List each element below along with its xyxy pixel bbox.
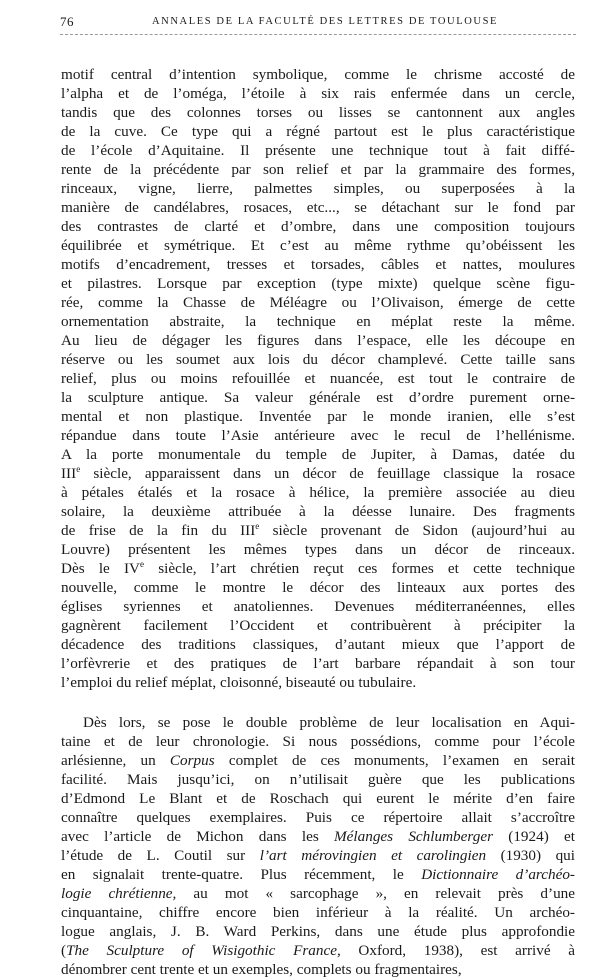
text-run: mental et non plastique. Inventée par le monde iranien, elle s’est	[61, 408, 575, 425]
text-line	[61, 502, 575, 521]
text-line	[61, 732, 575, 751]
text-line	[61, 616, 575, 635]
text-run: Mélanges Schlumberger	[334, 828, 493, 845]
text-line	[61, 445, 575, 464]
text-run: (	[61, 942, 67, 959]
paragraph	[61, 713, 575, 979]
text-line	[61, 808, 575, 827]
text-run: siècle, apparaissent dans un décor de feuillage classique la rosace	[80, 465, 575, 482]
text-run: (1924) et	[492, 828, 575, 845]
text-run: e	[76, 464, 81, 474]
text-run: A la porte monumentale du temple de Jupiter, à Damas, datée du	[61, 446, 575, 463]
text-run: logie chrétienne,	[61, 885, 177, 902]
text-line	[61, 160, 575, 179]
text-line	[61, 65, 575, 84]
text-run: l’étude de L. Coutil sur	[61, 847, 260, 864]
text-line	[61, 84, 575, 103]
text-run: motif central d’intention symbolique, comme le chrisme accosté de	[61, 66, 575, 83]
text-run: e	[140, 559, 145, 569]
text-line	[61, 789, 575, 808]
text-run: solaire, la deuxième attribuée à la déesse lunaire. Des fragments	[61, 503, 575, 520]
text-run: équilibrée et symétrique. Et c’est au même rythme qu’obéissent les	[61, 237, 575, 254]
text-run: nouvelle, comme le montre le décor des linteaux aux portes des	[61, 579, 575, 596]
text-run: l’alpha et de l’oméga, l’étoile à six rais enfermée dans un cercle,	[61, 85, 575, 102]
text-run: répandue dans toute l’Asie antérieure avec le recul de l’hellénisme.	[61, 427, 575, 444]
text-run: Dès le IV	[61, 560, 141, 577]
text-line	[61, 673, 575, 692]
text-run: relief, plus ou moins refouillée et nuancée, est tout le contraire de	[61, 370, 575, 387]
page-header	[60, 14, 576, 36]
text-run: de frise de la fin du III	[61, 522, 256, 539]
header-rule	[60, 34, 576, 35]
text-run: e	[255, 521, 260, 531]
text-line	[61, 713, 575, 732]
text-run: avec l’article de Michon dans les	[61, 828, 335, 845]
text-run: Dès lors, se pose le double problème de leur localisation en Aqui-	[83, 714, 575, 731]
text-run: ornementation abstraite, la technique en méplat reste la même.	[61, 313, 575, 330]
text-run: à pétales étalés et la rosace à hélice, la première associée au dieu	[61, 484, 575, 501]
text-line	[61, 597, 575, 616]
text-line	[61, 236, 575, 255]
text-run: églises syriennes et anatoliennes. Devenues méditerranéennes, elles	[61, 598, 575, 615]
text-run: de l’école d’Aquitaine. Il présente une technique tout à fait diffé-	[61, 142, 575, 159]
text-run: rinceaux, vigne, lierre, palmettes simples, ou superposées à la	[61, 180, 575, 197]
text-run: Oxford, 1938), est arrivé à	[340, 942, 575, 959]
text-line	[61, 559, 575, 578]
text-line	[61, 426, 575, 445]
text-line	[61, 922, 575, 941]
text-run: siècle, l’art chrétien reçut ces formes et cette technique	[144, 560, 575, 577]
text-run: l’orfèvrerie et des pratiques de l’art barbare répandait à son tour	[61, 655, 575, 672]
text-line	[61, 274, 575, 293]
text-run: III	[61, 465, 77, 482]
text-run: gagnèrent facilement l’Occident et contribuèrent à précipiter la	[61, 617, 575, 634]
text-line	[61, 103, 575, 122]
text-line	[61, 960, 575, 979]
text-run: Au lieu de dégager les figures dans l’espace, elle les découpe en	[61, 332, 575, 349]
text-line	[61, 407, 575, 426]
text-line	[61, 483, 575, 502]
text-run: d’Edmond Le Blant et de Roschach qui eurent le mérite d’en faire	[61, 790, 575, 807]
text-run: Corpus	[169, 752, 215, 769]
text-line	[61, 179, 575, 198]
text-line	[61, 941, 575, 960]
running-head: ANNALES DE LA FACULTÉ DES LETTRES DE TOULOUSE	[152, 16, 499, 27]
text-line	[61, 331, 575, 350]
text-line	[61, 141, 575, 160]
text-line	[61, 464, 575, 483]
text-line	[61, 217, 575, 236]
text-line	[61, 293, 575, 312]
text-run: cinquantaine, chiffre encore bien inférieur à la réalité. Un archéo-	[61, 904, 575, 921]
text-line	[61, 388, 575, 407]
text-line	[61, 369, 575, 388]
text-line	[61, 255, 575, 274]
text-run: la sculpture antique. Sa valeur générale est d’ordre purement orne-	[61, 389, 575, 406]
text-run: siècle provenant de Sidon (aujourd’hui au	[259, 522, 575, 539]
text-run: des contrastes de clarté et d’ombre, dans une composition toujours	[61, 218, 575, 235]
text-line	[61, 350, 575, 369]
text-line	[61, 846, 575, 865]
text-run: Louvre) présentent les mêmes types dans un décor de rinceaux.	[61, 541, 575, 558]
text-run: au mot « sarcophage », en relevait près d’une	[176, 885, 575, 902]
text-run: connaître quelques exemplaires. Puis ce répertoire allait s’accroître	[61, 809, 575, 826]
text-run: complet de ces monuments, l’examen en serait	[214, 752, 575, 769]
text-line	[61, 635, 575, 654]
text-line	[61, 770, 575, 789]
text-run: tandis que des colonnes torses ou lisses se cantonnent aux angles	[61, 104, 575, 121]
text-line	[61, 654, 575, 673]
text-run: de la cuve. Ce type qui a régné partout est le plus caractéristique	[61, 123, 575, 140]
page-number: 76	[60, 14, 74, 29]
text-run: décadence des traditions classiques, d’autant mieux que l’apport de	[61, 636, 575, 653]
text-line	[61, 578, 575, 597]
text-line	[61, 827, 575, 846]
text-run: logue anglais, J. B. Ward Perkins, dans une étude plus approfondie	[61, 923, 575, 940]
text-run: facilité. Mais jusqu’ici, on n’utilisait guère que les publications	[61, 771, 575, 788]
paragraph	[61, 65, 575, 692]
text-run: rée, comme la Chasse de Méléagre ou l’Olivaison, émerge de cette	[61, 294, 575, 311]
text-run: l’emploi du relief méplat, cloisonné, biseauté ou tubulaire.	[61, 674, 417, 691]
text-line	[61, 903, 575, 922]
text-run: The Sculpture of Wisigothic France,	[66, 942, 341, 959]
text-line	[61, 884, 575, 903]
text-run: en signalait trente-quatre. Plus récemment, le	[61, 866, 422, 883]
text-run: Dictionnaire d’archéo-	[421, 866, 575, 883]
text-run: manière de candélabres, rosaces, etc..., se détachant sur le fond par	[61, 199, 575, 216]
body-text	[61, 65, 575, 979]
text-line	[61, 521, 575, 540]
text-run: réserve ou les soumet aux lois du décor champlevé. Cette taille sans	[61, 351, 575, 368]
text-run: motifs d’encadrement, tresses et torsades, câbles et nattes, moulures	[61, 256, 575, 273]
text-line	[61, 122, 575, 141]
text-run: rente de la précédente par son relief et par la grammaire des formes,	[61, 161, 575, 178]
text-run: taine et de leur chronologie. Si nous possédions, comme pour l’école	[61, 733, 575, 750]
text-run: et pilastres. Lorsque par exception (type mixte) quelque scène figu-	[61, 275, 575, 292]
text-run: arlésienne, un	[61, 752, 170, 769]
text-line	[61, 540, 575, 559]
text-line	[61, 312, 575, 331]
text-line	[61, 198, 575, 217]
text-run: l’art mérovingien et carolingien	[259, 847, 487, 864]
text-line	[61, 865, 575, 884]
text-line	[61, 751, 575, 770]
text-run: dénombrer cent trente et un exemples, complets ou fragmentaires,	[61, 961, 462, 978]
text-run: (1930) qui	[486, 847, 575, 864]
